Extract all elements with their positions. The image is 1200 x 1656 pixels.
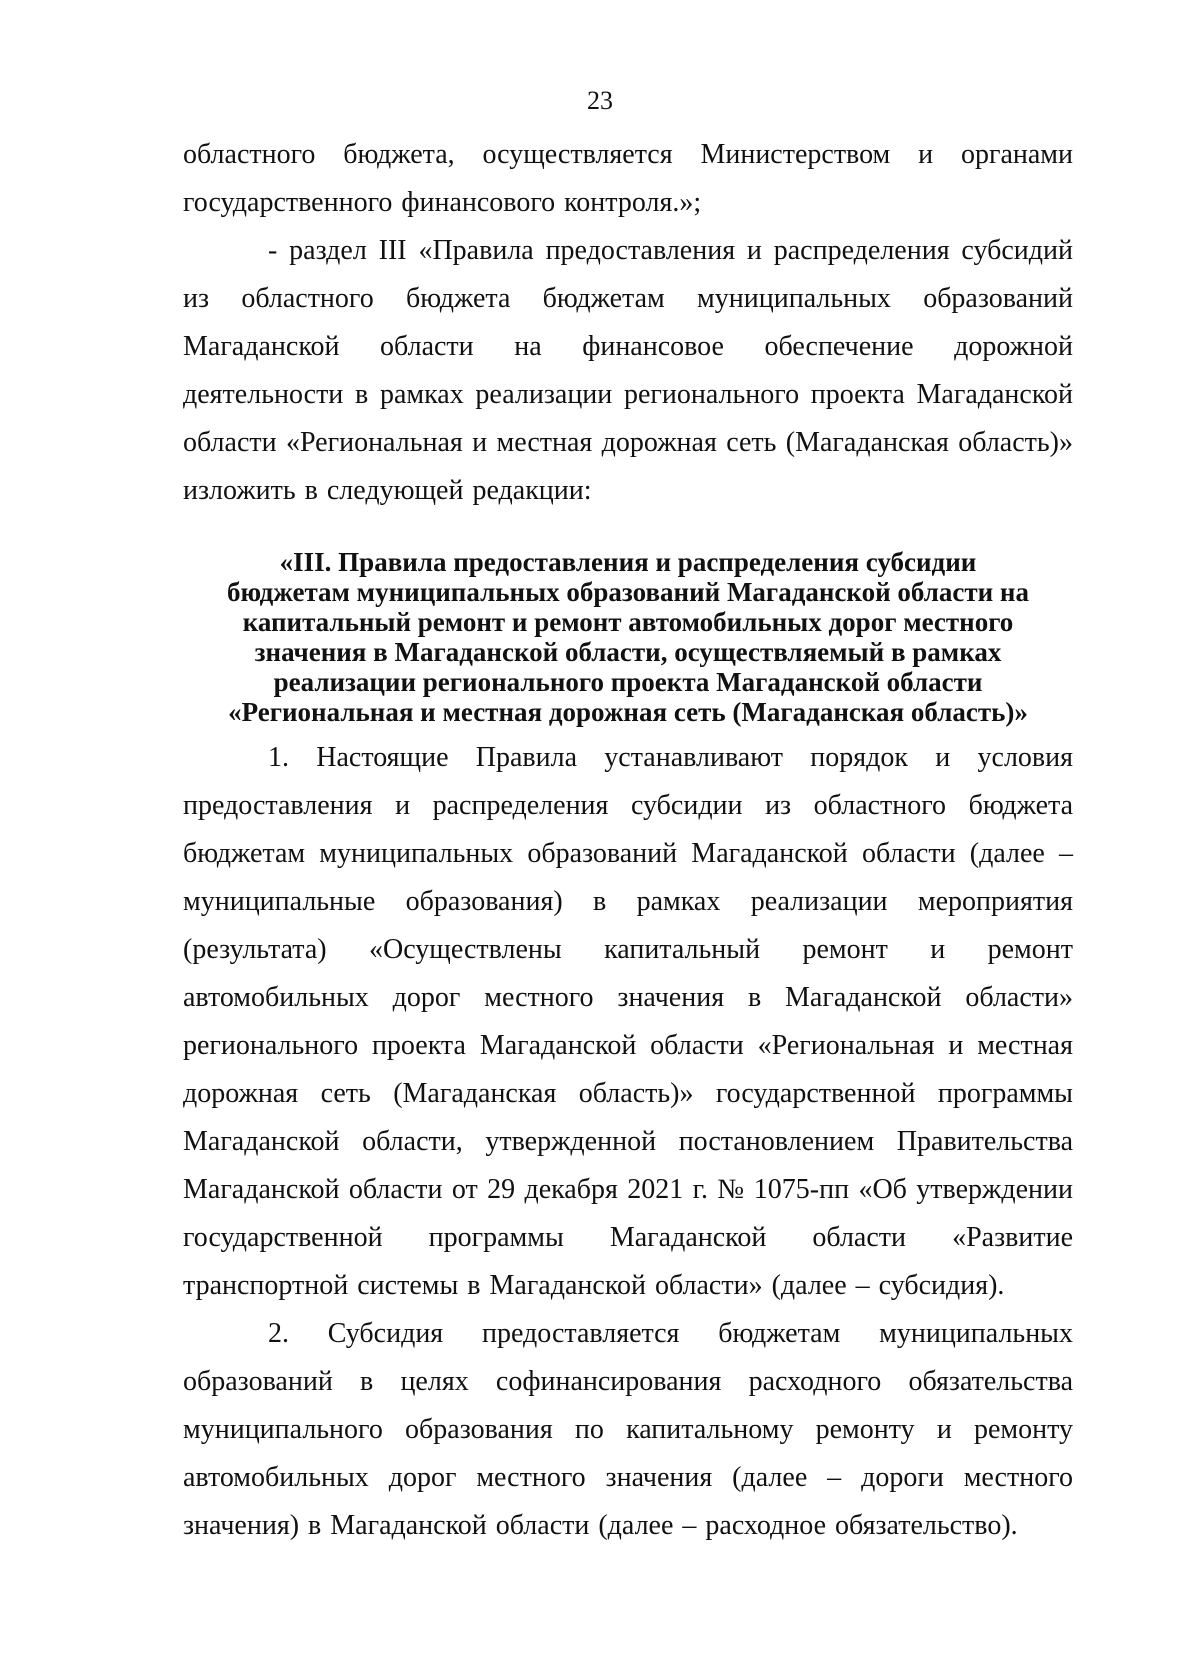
- clause-1: 1. Настоящие Правила устанавливают порядок и условия предоставления и распределения субсидии из областного бюджета бюджетам муниципальных образований Магаданской области (далее – муниципальные образования) в рамках реализации мероприятия (результата) «Осуществлены капитальный ремонт и ремонт автомобильных дорог местного значения в Магаданской области» регионального проекта Магаданской области «Региональная и местная дорожная сеть (Магаданская область)» государственной программы Магаданской области, утвержденной постановлением Правительства Магаданской области от 29 декабря 2021 г. № 1075-пп «Об утверждении государственной программы Магаданской области «Развитие транспортной системы в Магаданской области» (далее – субсидия).: [183, 742, 1073, 1301]
- clauses-block: [183, 734, 1073, 1550]
- section-heading-line: бюджетам муниципальных образований Магаданской области на: [227, 577, 1029, 607]
- section-heading-line: «Региональная и местная дорожная сеть (Магаданская область)»: [228, 697, 1028, 727]
- section-heading-line: капитальный ремонт и ремонт автомобильных дорог местного: [242, 607, 1014, 637]
- section-heading-line: «III. Правила предоставления и распределения субсидии: [279, 547, 977, 577]
- intro-paragraph-2: - раздел III «Правила предоставления и распределения субсидий из областного бюджета бюджетам муниципальных образований Магаданской области на финансовое обеспечение дорожной деятельности в рамках реализации регионального проекта Магаданской области «Региональная и местная дорожная сеть (Магаданская область)» изложить в следующей редакции:: [183, 235, 1073, 506]
- intro-paragraph-1: областного бюджета, осуществляется Министерством и органами государственного финансового контроля.»;: [183, 139, 1073, 218]
- section-heading-line: реализации регионального проекта Магаданской области: [273, 667, 983, 697]
- section-heading-line: значения в Магаданской области, осуществляемый в рамках: [254, 637, 1002, 667]
- section-heading: [183, 547, 1073, 727]
- page-number: 23: [587, 86, 613, 115]
- intro-block: [183, 131, 1073, 515]
- clause-2: 2. Субсидия предоставляется бюджетам муниципальных образований в целях софинансирования расходного обязательства муниципального образования по капитальному ремонту и ремонту автомобильных дорог местного значения (далее – дороги местного значения) в Магаданской области (далее – расходное обязательство).: [183, 1318, 1073, 1541]
